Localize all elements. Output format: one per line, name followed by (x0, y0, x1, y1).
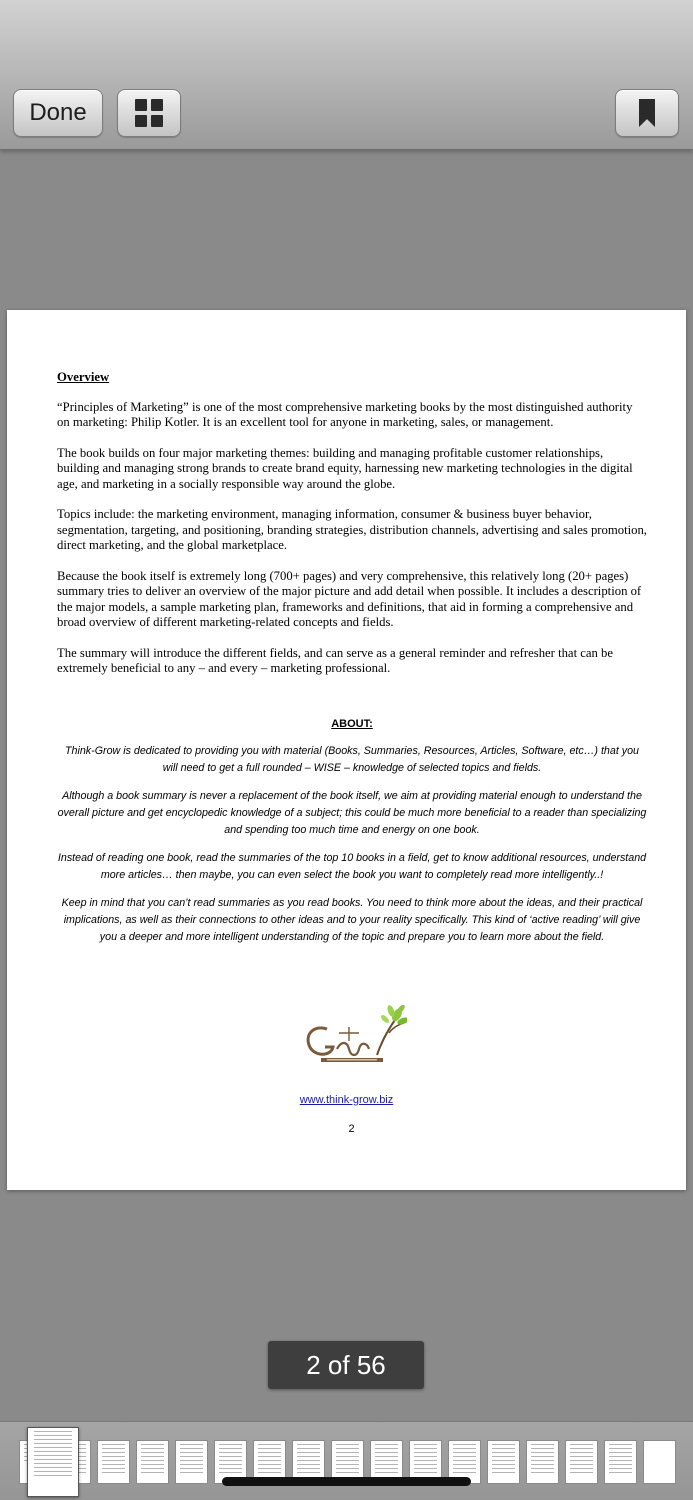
thumbnail-strip[interactable] (0, 1421, 693, 1500)
about-paragraph: Keep in mind that you can’t read summaries as you read books. You need to think more about the ideas, and their practical implications, as well as their connections to other ideas and to your reality specifically. This kind of ‘active reading’ will give you a deeper and more intelligent understanding of the topic and prepare you to learn more about the field. (61, 897, 643, 943)
done-button[interactable]: Done (13, 89, 103, 137)
website-link[interactable]: www.think-grow.biz (299, 1094, 394, 1106)
page-thumbnail[interactable] (487, 1440, 520, 1484)
paragraph: “Principles of Marketing” is one of the most comprehensive marketing books by the most distinguished authority on marketing: Philip Kotler. It is an excellent tool for anyone in marketing, sales, or management. (57, 399, 633, 429)
grid-icon (135, 99, 163, 127)
paragraph: Because the book itself is extremely long (700+ pages) and very comprehensive, this relatively long (20+ pages) summary tries to deliver an overview of the major picture and add detail when possible. It includes a description of the major models, a sample marketing plan, frameworks and definitions, that aid in forming a comprehensive and broad overview of different marketing-related concepts and fields. (57, 568, 642, 629)
paragraph: Topics include: the marketing environment, managing information, consumer & business buyer behavior, segmentation, targeting, and positioning, branding strategies, distribution channels, advertising and sales promotion, direct marketing, and the global marketplace. (57, 507, 647, 552)
about-paragraph: Instead of reading one book, read the summaries of the top 10 books in a field, get to know additional resources, understand more articles… then maybe, you can even select the book you want to completely read more intelligently..! (57, 852, 647, 881)
about-heading: ABOUT: (331, 718, 373, 730)
about-section (57, 718, 647, 957)
home-indicator[interactable] (222, 1477, 471, 1486)
about-paragraph: Think-Grow is dedicated to providing you with material (Books, Summaries, Resources, Articles, Software, etc…) that you will need to get a full rounded – WISE – knowledge of selected topics and fields. (65, 745, 639, 774)
page-thumbnail[interactable] (136, 1440, 169, 1484)
document-body (57, 370, 647, 692)
page-thumbnail[interactable] (604, 1440, 637, 1484)
page-thumbnail[interactable] (97, 1440, 130, 1484)
top-toolbar (0, 0, 693, 150)
page-thumbnail[interactable] (526, 1440, 559, 1484)
bookmark-button[interactable] (615, 89, 679, 137)
page-thumbnail[interactable] (565, 1440, 598, 1484)
page-indicator: 2 of 56 (268, 1341, 424, 1389)
about-paragraph: Although a book summary is never a replacement of the book itself, we aim at providing material enough to understand the overall picture and get encyclopedic knowledge of a subject; this could be much more beneficial to a reader than specializing and spending too much time and energy on one book. (57, 790, 647, 836)
current-page-thumbnail[interactable] (27, 1427, 79, 1497)
think-grow-logo (297, 1003, 407, 1067)
document-page[interactable] (7, 310, 686, 1190)
overview-heading: Overview (57, 370, 110, 384)
thumbnail-grid-button[interactable] (117, 89, 181, 137)
bookmark-icon (639, 99, 655, 127)
paragraph: The book builds on four major marketing themes: building and managing profitable customer relationships, building and managing strong brands to create brand equity, harnessing new marketing technologies in the digital age, and marketing in a socially responsible way around the globe. (57, 445, 633, 491)
page-number: 2 (348, 1123, 355, 1135)
paragraph: The summary will introduce the different fields, and can serve as a general reminder and refresher that can be extremely beneficial to any – and every – marketing professional. (57, 645, 614, 675)
page-thumbnail[interactable] (175, 1440, 208, 1484)
page-thumbnail[interactable] (643, 1440, 676, 1484)
